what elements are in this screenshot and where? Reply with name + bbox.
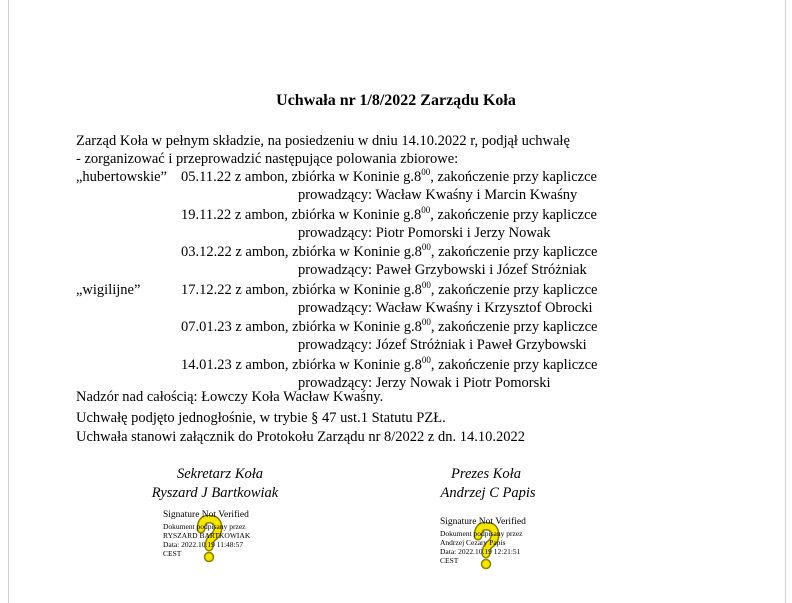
hunt-desc: z ambon, zbiórka w Koninie g.8	[235, 244, 422, 260]
hunt-date: 07.01.23	[181, 319, 232, 335]
hunt-desc: z ambon, zbiórka w Koninie g.8	[235, 319, 422, 335]
signature-stamp-secretary[interactable]	[163, 511, 273, 575]
hunt-desc-end: , zakończenie przy kapliczce	[430, 169, 597, 185]
hunt-details	[181, 279, 598, 300]
hunt-date: 05.11.22	[181, 169, 232, 185]
stamp-line: CEST	[440, 556, 459, 565]
hunt-desc-end: , zakończenie przy kapliczce	[430, 244, 598, 260]
hunt-leaders: prowadzący: Józef Stróżniak i Paweł Grzybowski	[298, 337, 587, 353]
stamp-status: Signature Not Verified	[163, 510, 249, 520]
hunt-category: „wigilijne”	[76, 281, 141, 298]
hunt-details	[181, 244, 597, 262]
stamp-line: Data: 2022.10.19 12:21:51	[440, 547, 521, 556]
hunt-desc: z ambon, zbiórka w Koninie g.8	[235, 281, 422, 298]
vote-line: Uchwałę podjęto jednogłośnie, w trybie § 47 ust.1 Statutu PZŁ.	[76, 410, 446, 426]
hunt-time-minutes: 00	[421, 167, 431, 177]
attachment-line: Uchwała stanowi załącznik do Protokołu Zarządu nr 8/2022 z dn. 14.10.2022	[76, 429, 525, 445]
hunt-time-minutes: 00	[421, 279, 431, 290]
hunt-time-minutes: 00	[421, 354, 431, 365]
hunt-date: 03.12.22	[181, 244, 232, 260]
document-title: Uchwała nr 1/8/2022 Zarządu Koła	[276, 92, 516, 109]
hunt-desc: z ambon, zbiórka w Koninie g.8	[234, 206, 422, 223]
hunt-leaders: prowadzący: Piotr Pomorski i Jerzy Nowak	[298, 224, 551, 241]
stamp-line: Andrzej Cezary Papis	[440, 538, 506, 547]
stamp-line: Data: 2022.10.19 11:48:57	[163, 540, 244, 549]
hunt-time-minutes: 00	[421, 204, 431, 215]
signature-name-president: Andrzej C Papis	[440, 485, 536, 501]
hunt-category: „hubertowskie”	[76, 169, 167, 185]
intro-line-2: - zorganizować i przeprowadzić następujące polowania zbiorowe:	[76, 151, 459, 167]
page-edge-left	[8, 0, 9, 603]
stamp-status: Signature Not Verified	[440, 517, 526, 527]
hunt-leaders: prowadzący: Jerzy Nowak i Piotr Pomorski	[298, 374, 551, 391]
hunt-details	[181, 204, 597, 225]
stamp-line: Dokument podpisany przez	[440, 529, 523, 538]
signature-stamp-president[interactable]	[440, 518, 550, 582]
hunt-date: 14.01.23	[181, 356, 232, 373]
supervision-line: Nadzór nad całością: Łowczy Koła Wacław Kwaśny.	[76, 389, 384, 405]
hunt-date: 19.11.22	[181, 206, 232, 223]
stamp-line: Dokument podpisany przez	[163, 522, 246, 531]
hunt-desc: z ambon, zbiórka w Koninie g.8	[235, 356, 422, 373]
hunt-desc-end: , zakończenie przy kapliczce	[430, 356, 598, 373]
hunt-leaders: prowadzący: Wacław Kwaśny i Krzysztof Obrocki	[298, 299, 593, 316]
intro-line-1: Zarząd Koła w pełnym składzie, na posiedzeniu w dniu 14.10.2022 r, podjął uchwałę	[76, 133, 570, 149]
hunt-time-minutes: 00	[421, 317, 431, 327]
hunt-desc-end: , zakończenie przy kapliczce	[430, 206, 597, 223]
hunt-date: 17.12.22	[181, 281, 232, 298]
hunt-details	[181, 354, 598, 375]
hunt-desc-end: , zakończenie przy kapliczce	[430, 319, 598, 335]
hunt-time-minutes: 00	[421, 242, 431, 252]
hunt-leaders: prowadzący: Wacław Kwaśny i Marcin Kwaśny	[298, 187, 578, 203]
stamp-line: CEST	[163, 549, 182, 558]
hunt-leaders: prowadzący: Paweł Grzybowski i Józef Stróżniak	[298, 262, 587, 278]
signature-role-secretary: Sekretarz Koła	[176, 466, 264, 482]
hunt-details	[181, 319, 597, 337]
page-edge-right	[785, 0, 786, 603]
hunt-desc: z ambon, zbiórka w Koninie g.8	[234, 169, 422, 185]
signature-role-president: Prezes Koła	[451, 466, 521, 482]
signature-name-secretary: Ryszard J Bartkowiak	[151, 485, 279, 501]
hunt-details	[181, 169, 597, 187]
stamp-line: RYSZARD BARTKOWIAK	[163, 531, 251, 540]
hunt-desc-end: , zakończenie przy kapliczce	[430, 281, 598, 298]
